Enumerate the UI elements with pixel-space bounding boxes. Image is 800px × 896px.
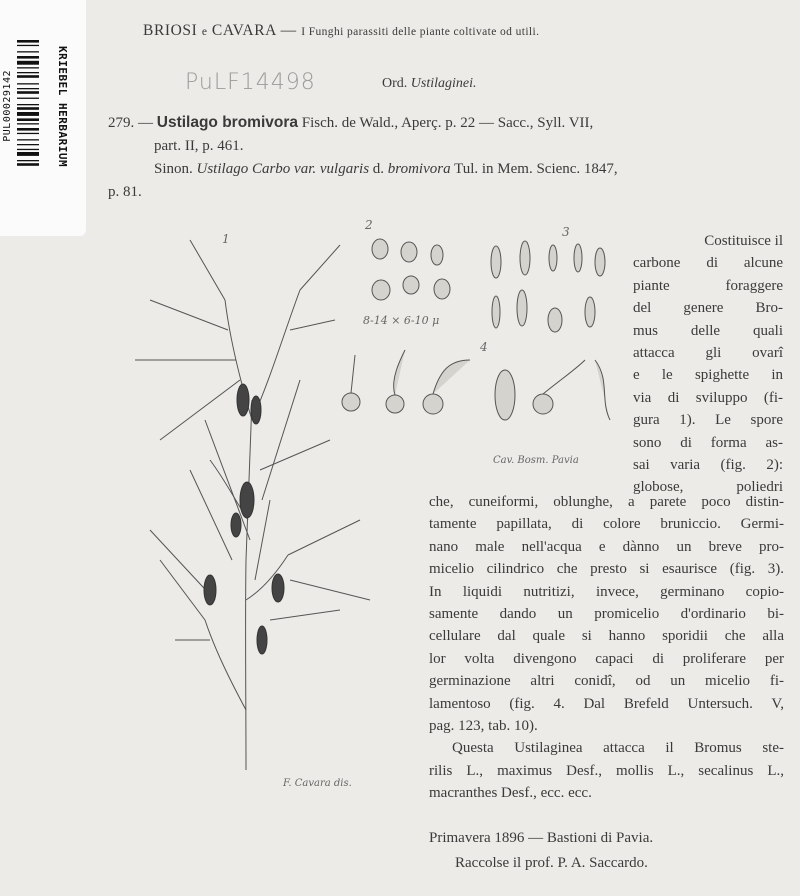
citation-line-4: p. 81. — [108, 184, 142, 200]
text-line: mus delle quali — [633, 322, 783, 339]
synonym-bromivora: bromivora — [387, 161, 451, 177]
description-continued — [429, 491, 784, 805]
text-line: piante foraggere — [633, 277, 783, 294]
handwritten-number: PuLF14498 — [185, 70, 316, 95]
text-line: che, cuneiformi, oblunghe, a parete poco distin- — [429, 494, 784, 510]
text-line: sono di forma as- — [633, 434, 783, 451]
plant-branch — [205, 620, 246, 710]
text-line: lamentoso (fig. 4. Dal Brefeld Untersuch. V, — [429, 695, 784, 712]
text-line: tamente papillata, di colore bruniccio. Germi- — [429, 516, 784, 533]
header-dash: — — [280, 22, 297, 39]
header-author-2: CAVARA — [211, 22, 277, 39]
text-line: globose, poliedri — [633, 479, 783, 496]
text-line: Costituisce il — [704, 233, 783, 249]
header-author-1: BRIOSI — [143, 22, 198, 39]
text-line: micelio cilindrico che presto si esaurisce (fig. 3). — [429, 561, 784, 578]
artist-signature: F. Cavara dis. — [283, 778, 352, 789]
citation-line-2: part. II, p. 461. — [154, 138, 244, 154]
text-line: sai varia (fig. 2): — [633, 457, 783, 474]
text-line: pag. 123, tab. 10). — [429, 718, 538, 735]
text-line: carbone di alcune — [633, 255, 783, 272]
figure-signature: Cav. Bosm. Pavia — [493, 455, 579, 466]
text-line: germinazione altri conidî, od un micelio fi- — [429, 673, 784, 690]
text-line: lor volta divengono capaci di proliferare per — [429, 650, 784, 667]
herbarium-name: KRIEBEL HERBARIUM — [56, 46, 69, 168]
entry-number: 279. — — [108, 115, 153, 131]
synonym-d: d. — [372, 161, 385, 177]
order-name: Ustilaginei. — [410, 76, 477, 91]
synonym-reference: Tul. in Mem. Scienc. 1847, — [454, 161, 618, 177]
text-line: macranthes Desf., ecc. ecc. — [429, 785, 592, 802]
text-line: del genere Bro- — [633, 300, 783, 317]
synonym-var: var. — [294, 161, 317, 177]
text-line: attacca gli ovarî — [633, 345, 783, 362]
text-line: nano male nell'acqua e dànno un breve pro- — [429, 538, 784, 555]
species-name: Ustilago bromivora — [156, 114, 298, 131]
description-column — [633, 230, 783, 499]
header-conjunction: e — [201, 26, 208, 38]
text-line: e le spighette in — [633, 367, 783, 384]
text-line: via di sviluppo (fi- — [633, 389, 783, 406]
plant-stem — [246, 400, 252, 770]
header-series: I Funghi parassiti delle piante coltivate od utili. — [301, 26, 540, 38]
spore-measurement: 8-14 × 6-10 μ — [363, 314, 440, 327]
synonym-label: Sinon. — [154, 161, 193, 177]
text-line: In liquidi nutritizi, invece, germinano copio- — [429, 583, 784, 600]
figure-number-4: 4 — [480, 340, 488, 354]
synonym-vulgaris: vulgaris — [319, 161, 370, 177]
figure-number-3: 3 — [562, 225, 570, 239]
text-line: rilis L., maximus Desf., mollis L., secalinus L., — [429, 762, 784, 779]
collection-date-place: Primavera 1896 — Bastioni di Pavia. — [429, 830, 654, 846]
text-line: Questa Ustilaginea attacca il Bromus ste- — [452, 740, 784, 757]
accession-number: PUL00029142 — [2, 70, 13, 142]
synonym-name: Ustilago Carbo — [196, 161, 291, 177]
text-line: cellulare dal quale si hanno sporidii che alla — [429, 628, 784, 645]
citation: Fisch. de Wald., Aperç. p. 22 — Sacc., Syll. VII, — [301, 115, 594, 131]
order-prefix: Ord. — [382, 76, 408, 91]
figure-number-2: 2 — [365, 218, 373, 232]
text-line: samente dando un promicelio d'ordinario bi- — [429, 606, 784, 623]
collector: Raccolse il prof. P. A. Saccardo. — [455, 855, 648, 871]
text-line: gura 1). Le spore — [633, 412, 783, 429]
figure-number-1: 1 — [222, 232, 230, 246]
